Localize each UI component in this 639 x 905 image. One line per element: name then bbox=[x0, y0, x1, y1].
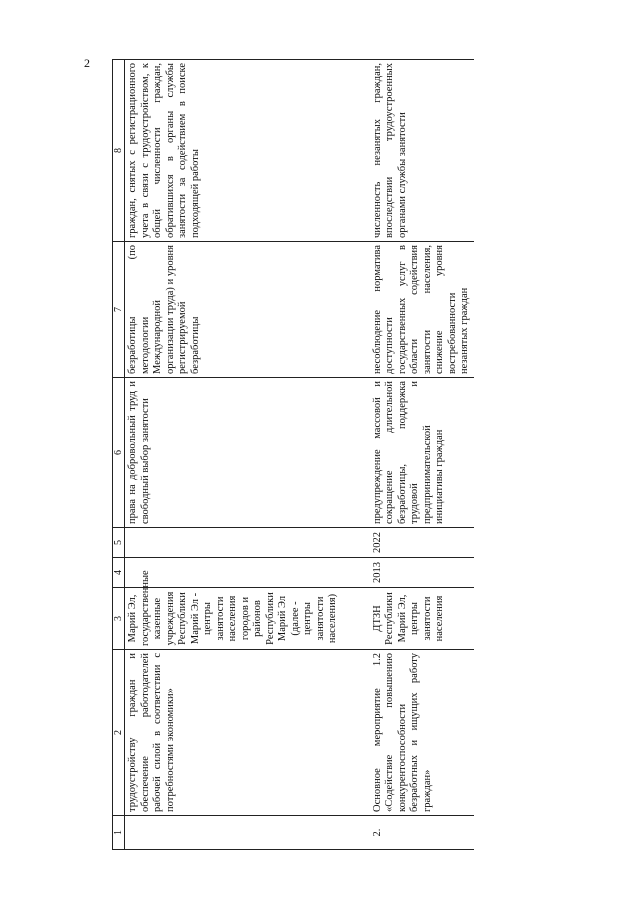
row-spacer bbox=[342, 60, 370, 850]
start-year bbox=[125, 558, 342, 588]
col-5-header: 5 bbox=[113, 528, 125, 558]
col-4-header: 4 bbox=[113, 558, 125, 588]
page-number: 2 bbox=[84, 56, 90, 70]
col-1-header: 1 bbox=[113, 816, 125, 850]
end-year: 2022 bbox=[370, 528, 474, 558]
measure-name: Основное мероприятие 1.2 «Содействие повышению конкурентоспособности безработных и ищущих работу граждан» bbox=[370, 650, 474, 816]
executor: ДТЗН Республики Марий Эл, центры занятости населения bbox=[370, 588, 474, 650]
indicators: численность незанятых граждан, впоследствии трудоустроенных органами службы занятости bbox=[370, 60, 474, 242]
row-number: 2. bbox=[370, 816, 474, 850]
column-number-row bbox=[113, 60, 125, 850]
consequences: несоблюдение норматива доступности государственных услуг в области содействия занятости населения, снижение уровня востребованности незанятых граждан bbox=[370, 242, 474, 378]
col-6-header: 6 bbox=[113, 378, 125, 528]
table-row bbox=[370, 60, 474, 850]
program-table bbox=[112, 59, 474, 850]
indicators: граждан, снятых с регистрационного учета в связи с трудоустройством, к общей численности граждан, обратившихся в органы службы занятости за содействием в поиске подходящей работы bbox=[125, 60, 342, 242]
col-8-header: 8 bbox=[113, 60, 125, 242]
rotated-page-content bbox=[112, 60, 502, 850]
end-year bbox=[125, 528, 342, 558]
expected-result: предупреждение массовой и сокращение длительной безработицы, поддержка трудовой и предпринимательской инициативы граждан bbox=[370, 378, 474, 528]
col-7-header: 7 bbox=[113, 242, 125, 378]
consequences: безработицы (по методологии Международной организации труда) и уровня регистрируемой безработицы bbox=[125, 242, 342, 378]
col-3-header: 3 bbox=[113, 588, 125, 650]
measure-name: трудоустройству граждан и обеспечение работодателей рабочей силой в соответствии с потребностями экономики» bbox=[125, 650, 342, 816]
table-row bbox=[125, 60, 342, 850]
row-number bbox=[125, 816, 342, 850]
executor: Марий Эл, государственные казенные учреждения Республики Марий Эл - центры занятости населения городов и районов Республики Марий Эл (далее - центры занятости населения) bbox=[125, 588, 342, 650]
start-year: 2013 bbox=[370, 558, 474, 588]
col-2-header: 2 bbox=[113, 650, 125, 816]
expected-result: права на добровольный труд и свободный выбор занятости bbox=[125, 378, 342, 528]
